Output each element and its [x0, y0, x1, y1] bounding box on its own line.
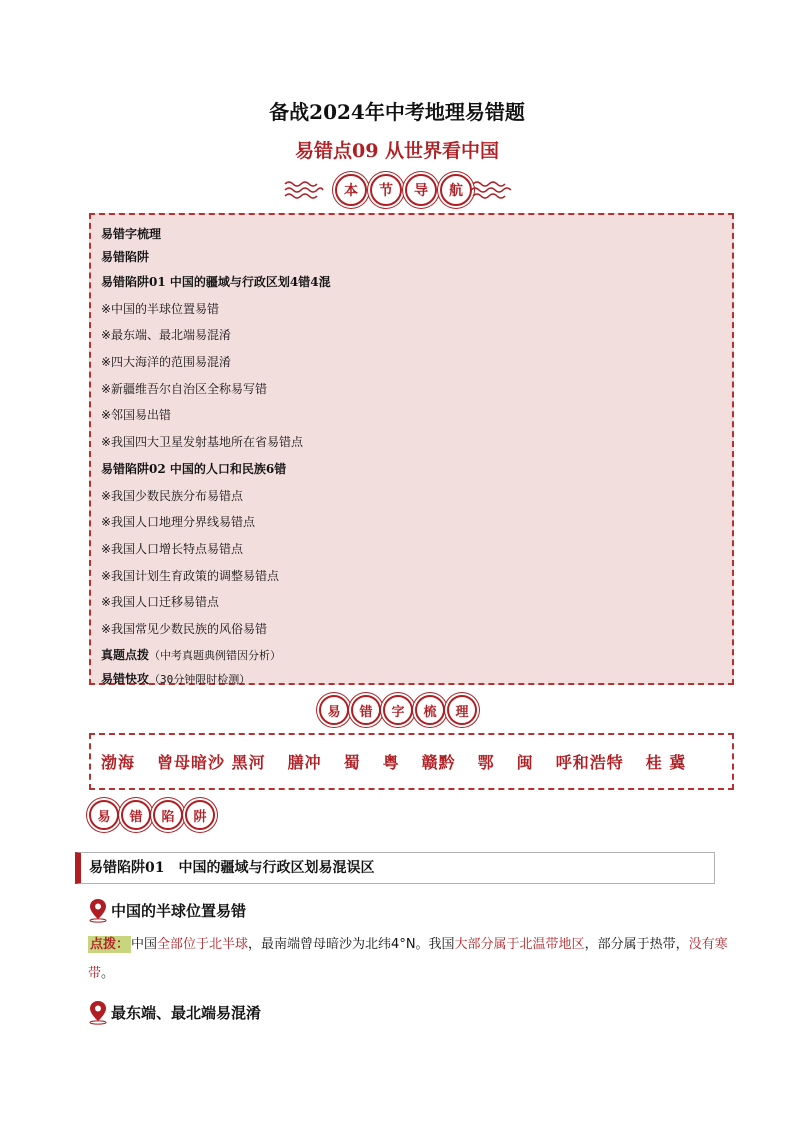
section-badge-char: 易 — [89, 800, 119, 830]
word-item: 呼和浩特 — [555, 753, 624, 772]
word-item: 粤 — [382, 753, 400, 772]
nav-badge-char: 航 — [440, 174, 472, 206]
section-badge-char: 错 — [351, 695, 381, 725]
point-heading-hemisphere — [87, 896, 246, 924]
toc-item[interactable]: ※我国人口增长特点易错点 — [101, 541, 244, 556]
section-badge-char: 易 — [319, 695, 349, 725]
toc-item[interactable]: 易错陷阱01 中国的疆域与行政区划4错4混 — [101, 275, 331, 289]
toc-item[interactable]: 易错陷阱02 中国的人口和民族6错 — [101, 461, 287, 476]
word-item: 膳冲 — [287, 753, 322, 772]
word-item: 蜀 — [343, 753, 361, 772]
toc-item-kuaigong[interactable] — [101, 667, 732, 691]
toc-item[interactable]: ※最东端、最北端易混淆 — [101, 328, 232, 343]
location-pin-icon — [87, 897, 109, 923]
word-item: 曾母暗沙 黑河 — [157, 753, 266, 772]
page-subtitle: 易错点09 从世界看中国 — [294, 140, 500, 162]
point-heading-extremes — [87, 998, 261, 1026]
point-heading-text: 中国的半球位置易错 — [111, 901, 247, 920]
section-badge-char: 陷 — [153, 800, 183, 830]
toc-item[interactable]: ※我国人口迁移易错点 — [101, 595, 220, 610]
toc-item[interactable]: ※中国的半球位置易错 — [101, 301, 220, 316]
word-item: 桂 冀 — [645, 753, 687, 772]
wave-decoration-icon — [283, 178, 325, 202]
nav-badge-char: 导 — [405, 174, 437, 206]
toc-item-note: （30分钟限时检测） — [149, 672, 251, 686]
word-item: 渤海 — [101, 753, 136, 772]
nav-badge — [283, 174, 513, 208]
explanation-highlight: 没有寒带 — [88, 937, 728, 981]
toc-item[interactable]: ※我国四大卫星发射基地所在省易错点 — [101, 435, 304, 450]
section-badge-trap — [89, 800, 215, 830]
table-of-contents — [89, 213, 734, 685]
toc-item[interactable]: 易错字梳理 — [101, 227, 162, 241]
explanation-text: ，部分属于热带， — [584, 937, 689, 952]
section-badge-char: 理 — [447, 695, 477, 725]
toc-item[interactable]: ※邻国易出错 — [101, 408, 172, 423]
nav-badge-char: 节 — [370, 174, 402, 206]
toc-item[interactable]: ※我国少数民族分布易错点 — [101, 488, 244, 503]
toc-item[interactable]: ※四大海洋的范围易混淆 — [101, 355, 232, 370]
toc-item[interactable]: ※我国常见少数民族的风俗易错 — [101, 621, 268, 636]
hint-label: 点拨： — [90, 937, 130, 952]
section-badge-word — [319, 695, 477, 725]
explanation-text: 中国 — [131, 937, 158, 952]
toc-item[interactable]: ※新疆维吾尔自治区全称易写错 — [101, 381, 268, 396]
explanation-highlight: 全部位于北半球 — [157, 937, 249, 952]
error-prone-words — [89, 733, 734, 790]
toc-item[interactable]: 易错陷阱 — [101, 250, 150, 264]
section-badge-char: 阱 — [185, 800, 215, 830]
toc-item-note: （中考真题典例错因分析） — [149, 648, 282, 662]
toc-item-label: 易错快攻 — [101, 671, 150, 686]
explanation-highlight: 大部分属于北温带地区 — [454, 937, 585, 952]
toc-item-zhenti[interactable] — [101, 643, 732, 667]
nav-badge-char: 本 — [335, 174, 367, 206]
toc-item[interactable]: ※我国人口地理分界线易错点 — [101, 515, 256, 530]
wave-decoration-icon — [471, 178, 513, 202]
toc-item[interactable]: ※我国计划生育政策的调整易错点 — [101, 568, 280, 583]
page-title: 备战2024年中考地理易错题 — [269, 100, 525, 124]
trap-section-header: 易错陷阱01 中国的疆域与行政区划易混误区 — [75, 852, 715, 884]
word-item: 闽 — [516, 753, 534, 772]
point-explanation — [88, 930, 728, 988]
explanation-text: ，最南端曾母暗沙为北纬4°N。我国 — [248, 937, 455, 952]
word-item: 赣黔 — [421, 753, 456, 772]
section-badge-char: 字 — [383, 695, 413, 725]
nav-badge-circles — [335, 174, 472, 206]
location-pin-icon — [87, 999, 109, 1025]
section-badge-char: 梳 — [415, 695, 445, 725]
point-heading-text: 最东端、最北端易混淆 — [111, 1003, 262, 1022]
section-badge-char: 错 — [121, 800, 151, 830]
toc-item-label: 真题点拨 — [101, 647, 150, 662]
explanation-text: 。 — [101, 966, 115, 981]
word-item: 鄂 — [477, 753, 495, 772]
